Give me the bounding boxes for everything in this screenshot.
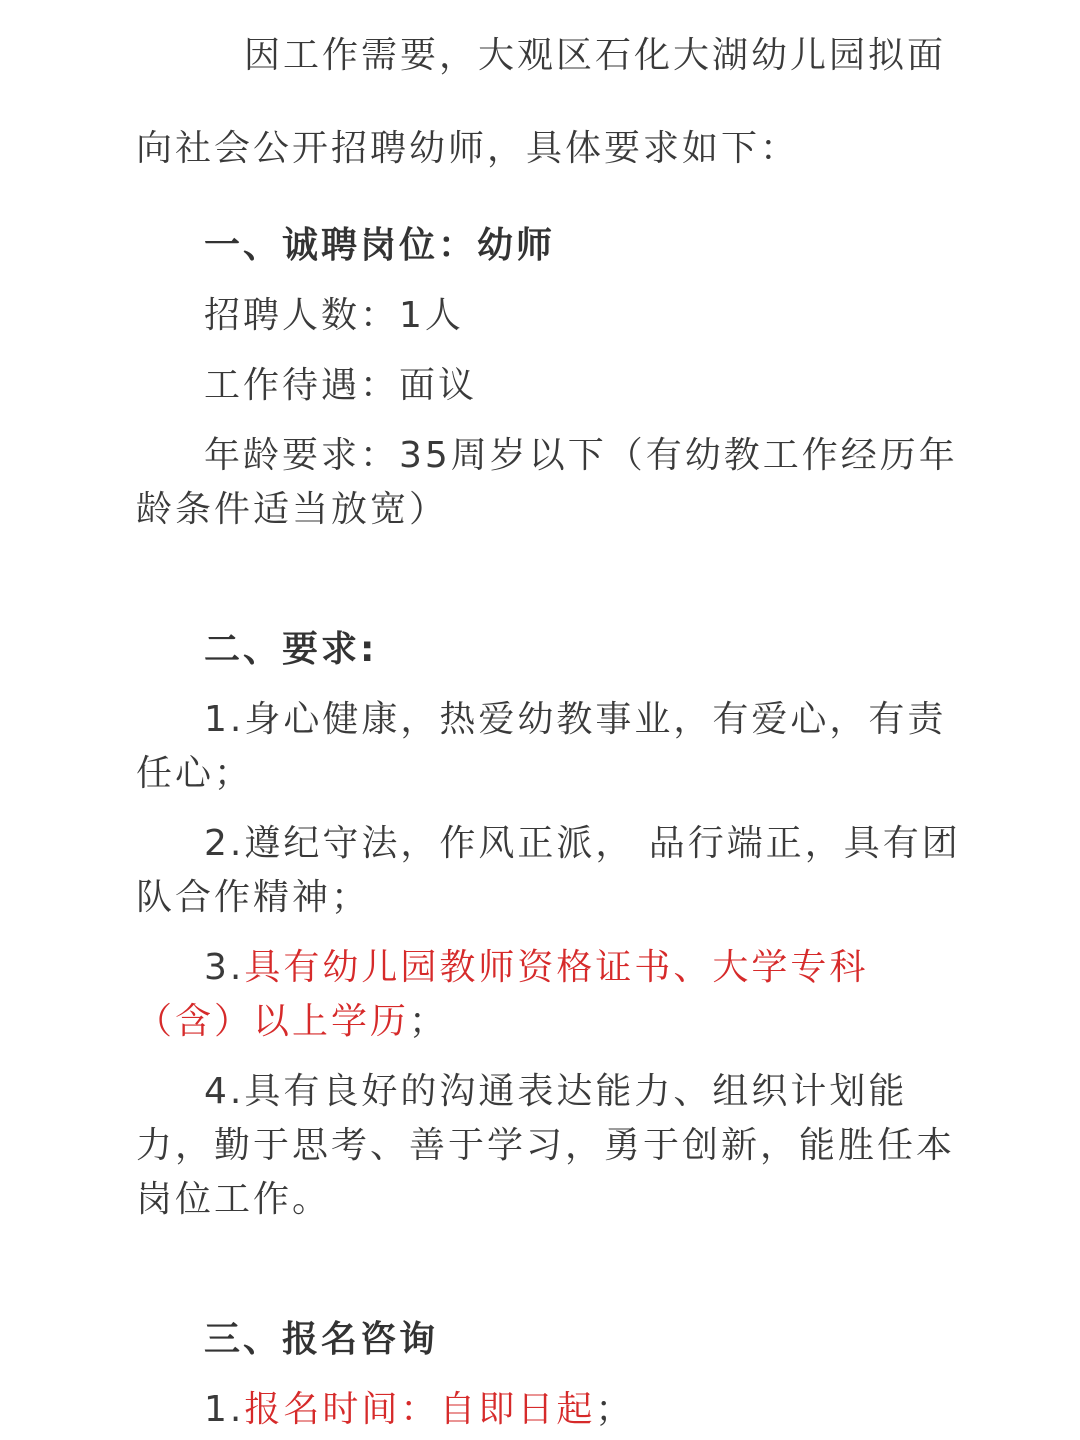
requirement-1-line-2: 任心；: [136, 753, 254, 794]
intro-line-2: 向社会公开招聘幼师，具体要求如下：: [136, 128, 800, 169]
registration-highlight: 报名时间：自即日起: [244, 1389, 596, 1430]
requirement-1-line-1: 1.身心健康，热爱幼教事业，有爱心，有责: [204, 699, 947, 740]
requirement-3-line-2: [136, 996, 946, 1048]
requirement-3-number: 3.: [204, 947, 245, 988]
intro-line-1: 因工作需要，大观区石化大湖幼儿园拟面: [244, 35, 947, 76]
requirement-4-line-2: 力，勤于思考、善于学习，勇于创新，能胜任本: [136, 1125, 956, 1166]
requirement-4-line-1: 4.具有良好的沟通表达能力、组织计划能: [204, 1071, 908, 1112]
registration-suffix: ；: [595, 1389, 635, 1430]
requirement-3-line-1: [136, 942, 1014, 994]
section-2-heading: 二、要求:: [204, 629, 378, 670]
requirement-3-highlight-2: （含）以上学历: [136, 1001, 410, 1042]
age-requirement-line-2: 龄条件适当放宽）: [136, 489, 449, 530]
requirement-3-highlight-1: 具有幼儿园教师资格证书、大学专科: [244, 947, 869, 988]
requirement-2-line-1: 2.遵纪守法，作风正派， 品行端正，具有团: [204, 823, 961, 864]
section-1-heading: 一、诚聘岗位：幼师: [204, 225, 556, 266]
registration-number: 1.: [204, 1389, 245, 1430]
requirement-2-line-2: 队合作精神；: [136, 877, 371, 918]
recruit-count: 招聘人数：1人: [204, 295, 464, 336]
registration-time: [136, 1384, 1014, 1436]
section-3-heading: 三、报名咨询: [204, 1319, 439, 1360]
age-requirement-line-1: 年龄要求：35周岁以下（有幼教工作经历年: [204, 435, 958, 476]
requirement-4-line-3: 岗位工作。: [136, 1179, 332, 1220]
salary: 工作待遇：面议: [204, 365, 478, 406]
requirement-3-suffix: ；: [409, 1001, 449, 1042]
